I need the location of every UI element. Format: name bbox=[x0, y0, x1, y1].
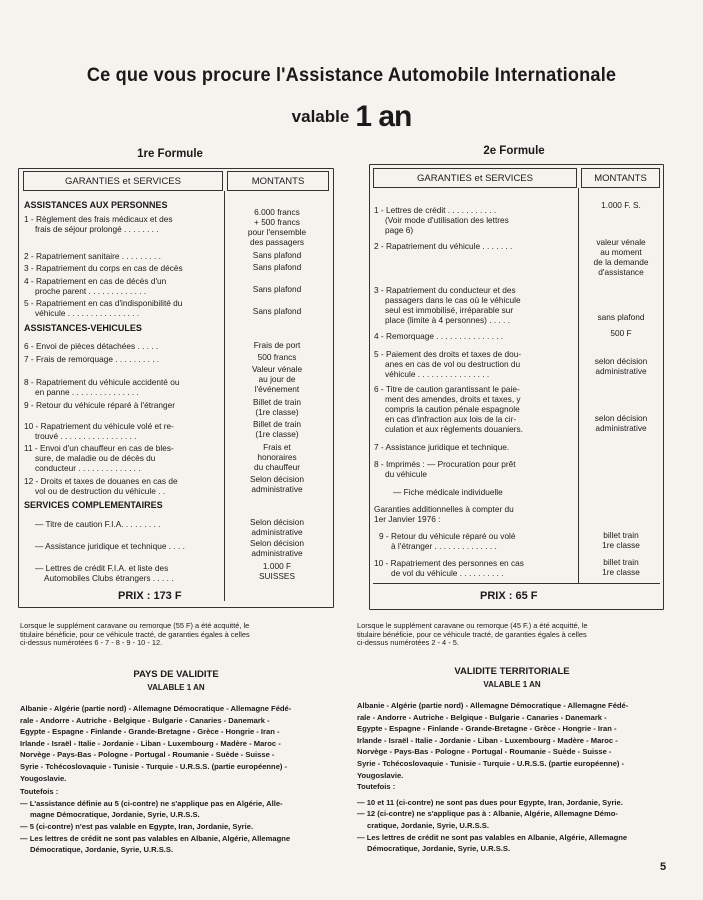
formule1-amount1c: pour l'ensemble bbox=[247, 227, 307, 237]
formule1-row12b: vol ou de destruction du véhicule . . bbox=[35, 486, 166, 496]
formule2-amount5b: administrative bbox=[595, 366, 647, 376]
formule1-note-line2: titulaire bénéficie, pour ce véhicule tracté, de garanties égales à celles bbox=[20, 629, 250, 639]
formule1-amount2: Sans plafond bbox=[252, 250, 302, 260]
formule1-row4: 4 - Rapatriement en cas de décès d'un bbox=[24, 276, 167, 286]
formule2-amount1: 1.000 F. S. bbox=[601, 200, 641, 210]
formule1-amount10b: (1re classe) bbox=[255, 429, 299, 439]
validite2-exception3b: Démocratique, Jordanie, Syrie, U.R.S.S. bbox=[367, 844, 511, 854]
formule1-row3: 3 - Rapatriement du corps en cas de décès bbox=[24, 263, 183, 273]
formule2-row10b: de vol du véhicule . . . . . . . . . . bbox=[391, 568, 504, 578]
formule2-col-right: MONTANTS bbox=[594, 173, 647, 184]
validite2-line1: Albanie - Algérie (partie nord) - Allemagne Démocratique - Allemagne Fédé- bbox=[357, 701, 629, 710]
formule2-amount2b: au moment bbox=[600, 247, 642, 257]
formule1-amount12a: Selon décision bbox=[250, 474, 304, 484]
validite1-line7: Yougoslavie. bbox=[20, 773, 67, 783]
validite2-exception2: — 12 (ci-contre) ne s'applique pas à : Albanie, Algérie, Allemagne Démo- bbox=[357, 809, 618, 819]
formule1-amount6: Frais de port bbox=[253, 340, 301, 350]
formule1-note-line1: Lorsque le supplément caravane ou remorque (55 F) a été acquitté, le bbox=[20, 621, 250, 630]
formule2-note-line3: ci-dessus numérotées 2 - 4 - 5. bbox=[357, 638, 459, 648]
formule2-amount5a: selon décision bbox=[594, 356, 648, 366]
formule1-row5b: véhicule . . . . . . . . . . . . . . . . bbox=[35, 308, 140, 318]
formule1-amount11a: Frais et bbox=[263, 442, 291, 452]
page-number: 5 bbox=[660, 861, 667, 873]
formule2-row3c: seul est immobilisé, irréparable sur bbox=[385, 305, 514, 315]
validite1-subheading: VALABLE 1 AN bbox=[147, 683, 205, 692]
validite1-line5: Norvège - Pays-Bas - Pologne - Portugal - Roumanie - Suède - Suisse - bbox=[20, 750, 275, 760]
validite1-exception1b: magne Démocratique, Jordanie, Syrie, U.R.S.S. bbox=[30, 810, 200, 820]
formule1-amount9b: (1re classe) bbox=[255, 407, 299, 417]
subtitle-highlight: 1 an bbox=[355, 100, 412, 133]
validite2-line7: Yougoslavie. bbox=[357, 770, 404, 780]
formule1-row9: 9 - Retour du véhicule réparé à l'étranger bbox=[24, 400, 176, 410]
formule1-amount8b: au jour de bbox=[258, 374, 296, 384]
validite2-exception1: — 10 et 11 (ci-contre) ne sont pas dues pour Egypte, Iran, Jordanie, Syrie. bbox=[357, 797, 623, 807]
formule2-row3: 3 - Rapatriement du conducteur et des bbox=[374, 285, 516, 295]
formule2-row3d: place (limite à 4 personnes) . . . . . bbox=[385, 315, 510, 325]
formule2-row2: 2 - Rapatriement du véhicule . . . . . . . bbox=[374, 241, 513, 251]
formule2-amount2a: valeur vénale bbox=[596, 237, 646, 247]
formule2-row1c: page 6) bbox=[385, 225, 414, 235]
validite2-heading: VALIDITE TERRITORIALE bbox=[454, 666, 570, 677]
validite2-line4: Irlande - Israël - Italie - Jordanie - Liban - Luxembourg - Madère - Maroc - bbox=[357, 735, 618, 745]
validite2-line5: Norvège - Pays-Bas - Pologne - Portugal - Roumanie - Suède - Suisse - bbox=[357, 747, 612, 757]
formule2-row7: 7 - Assistance juridique et technique. bbox=[374, 442, 510, 452]
formule1-row1b: frais de séjour prolongé . . . . . . . . bbox=[35, 224, 159, 234]
formule1-row12: 12 - Droits et taxes de douanes en cas de bbox=[24, 476, 178, 486]
formule2-row6b: ment des amendes, droits et taxes, y bbox=[385, 394, 521, 404]
validite2-countries bbox=[357, 700, 672, 855]
page-title: Ce que vous procure l'Assistance Automobile Internationale bbox=[86, 64, 617, 86]
formule2-row6: 6 - Titre de caution garantissant le paie- bbox=[374, 384, 520, 394]
validite1-exception3: — Les lettres de crédit ne sont pas valables en Albanie, Algérie, Allemagne bbox=[20, 833, 291, 843]
formule2-row9b: à l'étranger . . . . . . . . . . . . . . bbox=[391, 541, 497, 551]
formule1-row14: — Assistance juridique et technique . . . . bbox=[35, 541, 185, 551]
validite2-subheading: VALABLE 1 AN bbox=[483, 680, 541, 689]
formule1-section-personnes: ASSISTANCES AUX PERSONNES bbox=[24, 200, 168, 210]
subtitle-text: valable bbox=[291, 107, 350, 126]
formule1-amount1d: des passagers bbox=[250, 237, 304, 247]
formule2-note-line2: titulaire bénéficie, pour ce véhicule tracté, de garanties égales à celles bbox=[357, 629, 587, 639]
validite1-line3: Egypte - Espagne - Finlande - Grande-Bretagne - Grèce - Hongrie - Iran - bbox=[20, 727, 280, 737]
formule2-amount4: 500 F bbox=[610, 328, 632, 338]
formule2-additional-line2: 1er Janvier 1976 : bbox=[374, 514, 441, 524]
formule1-amount4: Sans plafond bbox=[252, 284, 302, 294]
validite1-exception3b: Démocratique, Jordanie, Syrie, U.R.S.S. bbox=[30, 845, 174, 855]
formule1-amount13a: Selon décision bbox=[250, 517, 304, 527]
formule1-amount12b: administrative bbox=[251, 484, 303, 494]
validite1-exception2: — 5 (ci-contre) n'est pas valable en Egypte, Iran, Jordanie, Syrie. bbox=[20, 821, 254, 831]
formule2-row10: 10 - Rapatriement des personnes en cas bbox=[374, 558, 524, 568]
formule1-section-complementaires: SERVICES COMPLEMENTAIRES bbox=[24, 500, 163, 510]
formule2-amount2d: d'assistance bbox=[598, 267, 644, 277]
formule1-row10: 10 - Rapatriement du véhicule volé et re- bbox=[24, 421, 174, 431]
formule1-row8b: en panne . . . . . . . . . . . . . . . bbox=[35, 387, 139, 397]
formule1-amount11b: honoraires bbox=[257, 452, 297, 462]
validite1-line1: Albanie - Algérie (partie nord) - Allemagne Démocratique - Allemagne Fédé- bbox=[20, 704, 292, 713]
formule2-row8c: — Fiche médicale individuelle bbox=[393, 487, 503, 497]
formule2-row6d: en cas d'infraction aux lois de la cir- bbox=[385, 414, 517, 424]
formule1-row1: 1 - Règlement des frais médicaux et des bbox=[24, 214, 173, 224]
formule2-row1: 1 - Lettres de crédit . . . . . . . . . . . bbox=[374, 205, 497, 215]
formule1-amount15b: SUISSES bbox=[259, 571, 295, 581]
formule1-row5: 5 - Rapatriement en cas d'indisponibilité du bbox=[24, 298, 183, 308]
formule2-heading: 2e Formule bbox=[483, 145, 545, 157]
formule2-row3b: passagers dans le cas où le véhicule bbox=[385, 295, 521, 305]
formule1-row4b: proche parent . . . . . . . . . . . . . bbox=[35, 286, 147, 296]
formule1-row8: 8 - Rapatriement du véhicule accidenté ou bbox=[24, 377, 180, 387]
formule1-note-line3: ci-dessus numérotées 6 - 7 - 8 - 9 - 10 - 12. bbox=[20, 638, 163, 648]
formule2-price: PRIX : 65 F bbox=[480, 590, 538, 602]
formule1-row2: 2 - Rapatriement sanitaire . . . . . . . . . bbox=[24, 251, 161, 261]
formule1-amount10a: Billet de train bbox=[253, 419, 301, 429]
formule2-row4: 4 - Remorquage . . . . . . . . . . . . . . . bbox=[374, 331, 504, 341]
formule2-amount10b: 1re classe bbox=[602, 567, 640, 577]
formule1-row11c: conducteur . . . . . . . . . . . . . . bbox=[35, 463, 141, 473]
formule2-row6c: compris la caution pénale espagnole bbox=[385, 404, 520, 414]
formule1-amount9a: Billet de train bbox=[253, 397, 301, 407]
validite1-exception1: — L'assistance définie au 5 (ci-contre) ne s'applique pas en Algérie, Alle- bbox=[20, 798, 283, 808]
formule2-amount6a: selon décision bbox=[594, 413, 648, 423]
validite1-line2: rale - Andorre - Autriche - Belgique - Bulgarie - Canaries - Danemark - bbox=[20, 715, 270, 725]
formule1-amount14a: Selon décision bbox=[250, 538, 304, 548]
formule1-amount1b: + 500 francs bbox=[254, 217, 300, 227]
formule1-amount8c: l'événement bbox=[254, 384, 300, 394]
formule1-amount1a: 6.000 francs bbox=[254, 207, 300, 217]
validite2-line3: Egypte - Espagne - Finlande - Grande-Bretagne - Grèce - Hongrie - Iran - bbox=[357, 724, 617, 734]
formule1-note bbox=[20, 622, 332, 648]
validite2-line6: Syrie - Tchécoslovaquie - Tunisie - Turquie - U.R.S.S. (partie européenne) - bbox=[357, 758, 625, 768]
formule2-row9: 9 - Retour du véhicule réparé ou volé bbox=[379, 531, 516, 541]
formule1-section-vehicules: ASSISTANCES-VEHICULES bbox=[24, 323, 142, 333]
formule1-amount8a: Valeur vénale bbox=[251, 364, 303, 374]
formule2-amount9a: billet train bbox=[603, 530, 639, 540]
validite2-exception2b: cratique, Jordanie, Syrie, U.R.S.S. bbox=[367, 820, 489, 830]
formule1-amount11c: du chauffeur bbox=[254, 462, 300, 472]
formule2-row6e: culation et aux règlements douaniers. bbox=[385, 424, 523, 434]
formule2-note bbox=[357, 622, 667, 648]
formule1-row11: 11 - Envoi d'un chauffeur en cas de bles- bbox=[24, 443, 174, 453]
formule1-price: PRIX : 173 F bbox=[118, 590, 182, 602]
formule1-amount13b: administrative bbox=[251, 527, 303, 537]
validite1-toutefois: Toutefois : bbox=[20, 787, 59, 797]
formule1-col-right: MONTANTS bbox=[251, 176, 305, 187]
formule2-note-line1: Lorsque le supplément caravane ou remorque (45 F.) a été acquitté, le bbox=[357, 621, 588, 630]
validite1-countries bbox=[20, 703, 335, 856]
formule2-row1b: (Voir mode d'utilisation des lettres bbox=[385, 215, 509, 225]
formule2-amount9b: 1re classe bbox=[602, 540, 640, 550]
formule1-row13: — Titre de caution F.I.A. . . . . . . . . bbox=[35, 519, 161, 529]
formule1-row7: 7 - Frais de remorquage . . . . . . . . . . bbox=[24, 354, 160, 364]
formule2-row5b: anes en cas de vol ou destruction du bbox=[385, 359, 521, 369]
formule1-row10b: trouvé . . . . . . . . . . . . . . . . . bbox=[35, 431, 137, 441]
formule2-row8b: du véhicule bbox=[385, 469, 427, 479]
validite1-line6: Syrie - Tchécoslovaquie - Tunisie - Turquie - U.R.S.S. (partie européenne) - bbox=[20, 761, 288, 771]
formule1-amount5: Sans plafond bbox=[252, 306, 302, 316]
formule2-row5: 5 - Paiement des droits et taxes de dou- bbox=[374, 349, 522, 359]
formule1-heading: 1re Formule bbox=[137, 148, 203, 160]
formule2-row5c: véhicule . . . . . . . . . . . . . . . . bbox=[385, 369, 490, 379]
formule2-amount10a: billet train bbox=[603, 557, 639, 567]
formule1-row15b: Automobiles Clubs étrangers . . . . . bbox=[44, 573, 174, 583]
formule1-row11b: sure, de maladie ou de décès du bbox=[35, 453, 156, 463]
formule2-col-left: GARANTIES et SERVICES bbox=[417, 173, 533, 184]
formule1-row6: 6 - Envoi de pièces détachées . . . . . bbox=[24, 341, 159, 351]
formule2-amount3: sans plafond bbox=[597, 312, 645, 322]
formule2-additional-line1: Garanties additionnelles à compter du bbox=[374, 504, 514, 514]
validite1-line4: Irlande - Israël - Italie - Jordanie - Liban - Luxembourg - Madère - Maroc - bbox=[20, 738, 281, 748]
validite1-heading: PAYS DE VALIDITE bbox=[133, 669, 219, 680]
validite2-exception3: — Les lettres de crédit ne sont pas valables en Albanie, Algérie, Allemagne bbox=[357, 832, 628, 842]
formule1-amount14b: administrative bbox=[251, 548, 303, 558]
formule1-col-left: GARANTIES et SERVICES bbox=[65, 176, 181, 187]
validite2-line2: rale - Andorre - Autriche - Belgique - Bulgarie - Canaries - Danemark - bbox=[357, 712, 607, 722]
formule2-amount6b: administrative bbox=[595, 423, 647, 433]
formule1-amount7: 500 francs bbox=[257, 352, 297, 362]
formule1-amount15a: 1.000 F bbox=[262, 561, 292, 571]
formule1-amount3: Sans plafond bbox=[252, 262, 302, 272]
formule2-row8: 8 - Imprimés : — Procuration pour prêt bbox=[374, 459, 516, 469]
validite2-toutefois: Toutefois : bbox=[357, 782, 396, 792]
formule2-amount2c: de la demande bbox=[593, 257, 649, 267]
formule1-row15: — Lettres de crédit F.I.A. et liste des bbox=[35, 563, 169, 573]
